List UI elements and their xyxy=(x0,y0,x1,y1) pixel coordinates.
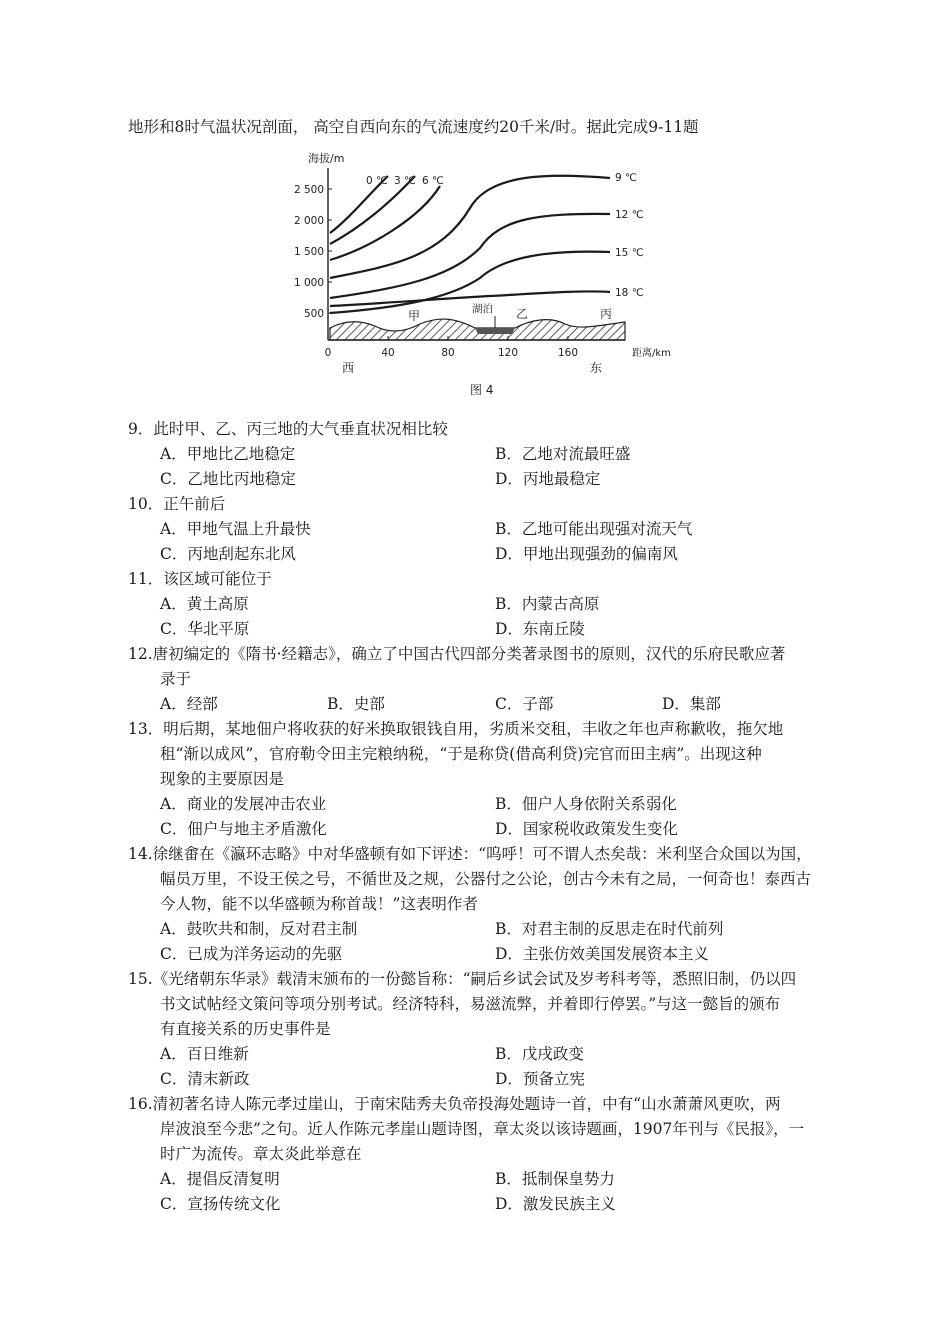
isotherm-label: 6 ℃ xyxy=(422,175,444,187)
x-tick: 40 xyxy=(381,347,395,359)
y-axis-label: 海拔/m xyxy=(308,152,345,165)
isotherm-label: 9 ℃ xyxy=(615,172,637,184)
q13-option-d[interactable]: D．国家税收政策发生变化 xyxy=(495,820,678,838)
question-12-stem-line-1: 12.唐初编定的《隋书·经籍志》，确立了中国古代四部分类著录图书的原则，汉代的乐府民歌应著 xyxy=(128,645,786,663)
question-10-stem: 10．正午前后 xyxy=(128,495,226,513)
question-14-stem-line-3: 今人物，能不以华盛顿为称首哉！”这表明作者 xyxy=(160,895,478,913)
q15-option-c[interactable]: C．清末新政 xyxy=(160,1070,250,1088)
question-12-stem-line-2: 录于 xyxy=(160,670,192,688)
q15-option-b[interactable]: B．戊戌政变 xyxy=(495,1045,584,1063)
q9-option-b[interactable]: B．乙地对流最旺盛 xyxy=(495,445,631,463)
q10-option-b[interactable]: B．乙地可能出现强对流天气 xyxy=(495,520,693,538)
place-bing: 丙 xyxy=(600,307,613,321)
isotherm-6c xyxy=(330,186,440,260)
place-yi: 乙 xyxy=(516,307,529,321)
q12-option-c[interactable]: C．子部 xyxy=(495,695,554,713)
q14-option-b[interactable]: B．对君主制的反思走在时代前列 xyxy=(495,920,724,938)
question-9-stem: 9．此时甲、乙、丙三地的大气垂直状况相比较 xyxy=(128,420,448,438)
q11-option-a[interactable]: A．黄土高原 xyxy=(160,595,249,613)
q15-option-d[interactable]: D．预备立宪 xyxy=(495,1070,585,1088)
intro-text: 地形和8时气温状况剖面， 高空自西向东的气流速度约20千米/时。据此完成9-11题 xyxy=(128,118,699,136)
q14-option-c[interactable]: C．已成为洋务运动的先驱 xyxy=(160,945,343,963)
q16-option-b[interactable]: B．抵制保皇势力 xyxy=(495,1170,615,1188)
y-tick: 1 500 xyxy=(293,246,324,258)
q13-option-c[interactable]: C．佃户与地主矛盾激化 xyxy=(160,820,327,838)
x-tick: 120 xyxy=(497,347,519,359)
q10-option-a[interactable]: A．甲地气温上升最快 xyxy=(160,520,311,538)
y-tick: 2 500 xyxy=(293,184,324,196)
y-tick: 1 000 xyxy=(293,277,324,289)
question-16-stem-line-3: 时广为流传。章太炎此举意在 xyxy=(160,1145,362,1163)
q16-option-a[interactable]: A．提倡反清复明 xyxy=(160,1170,280,1188)
q9-option-d[interactable]: D．丙地最稳定 xyxy=(495,470,601,488)
q11-option-b[interactable]: B．内蒙古高原 xyxy=(495,595,600,613)
isotherm-label: 15 ℃ xyxy=(615,247,644,259)
isotherm-label: 0 ℃ xyxy=(366,175,388,187)
isotherm-18c xyxy=(330,291,610,306)
question-13-stem-line-2: 租“渐以成风”，官府勒令田主完粮纳税，“于是称贷(借高利贷)完官而田主病”。出现这种 xyxy=(160,745,762,763)
q10-option-c[interactable]: C．丙地刮起东北风 xyxy=(160,545,296,563)
terrain-temperature-profile-figure xyxy=(290,148,680,398)
isotherm-label: 12 ℃ xyxy=(615,209,644,221)
x-tick: 80 xyxy=(441,347,455,359)
q16-option-c[interactable]: C．宣扬传统文化 xyxy=(160,1195,281,1213)
q11-option-d[interactable]: D．东南丘陵 xyxy=(495,620,585,638)
question-15-stem-line-1: 15.《光绪朝东华录》载清末颁布的一份懿旨称：“嗣后乡试会试及岁考科考等，悉照旧制，仍以四 xyxy=(128,970,797,988)
question-15-stem-line-2: 书文试帖经文策问等项分别考试。经济特科，易滋流弊，并着即行停罢。”与这一懿旨的颁布 xyxy=(160,995,781,1013)
question-16-stem-line-2: 岸波浪至今悲”之句。近人作陈元孝崖山题诗图，章太炎以该诗题画，1907年刊与《民报》，一 xyxy=(160,1120,805,1138)
q12-option-a[interactable]: A．经部 xyxy=(160,695,218,713)
question-13-stem-line-3: 现象的主要原因是 xyxy=(160,770,285,788)
q11-option-c[interactable]: C．华北平原 xyxy=(160,620,250,638)
q12-option-d[interactable]: D．集部 xyxy=(662,695,721,713)
question-11-stem: 11．该区域可能位于 xyxy=(128,570,272,588)
east-label: 东 xyxy=(590,361,603,375)
isotherm-label: 18 ℃ xyxy=(615,287,644,299)
isotherm-12c xyxy=(330,214,610,298)
place-lake: 湖泊 xyxy=(472,303,493,315)
question-14-stem-line-1: 14.徐继畬在《瀛环志略》中对华盛顿有如下评述：“呜呼！可不谓人杰矣哉：米利坚合众国以为国， xyxy=(128,845,812,863)
x-tick: 0 xyxy=(324,347,332,359)
x-axis-label: 距离/km xyxy=(632,348,671,359)
q9-option-c[interactable]: C．乙地比丙地稳定 xyxy=(160,470,296,488)
q16-option-d[interactable]: D．激发民族主义 xyxy=(495,1195,616,1213)
q9-option-a[interactable]: A．甲地比乙地稳定 xyxy=(160,445,296,463)
question-14-stem-line-2: 幅员万里，不设王侯之号，不循世及之规，公器付之公论，创古今未有之局，一何奇也！泰西古 xyxy=(160,870,812,888)
q10-option-d[interactable]: D．甲地出现强劲的偏南风 xyxy=(495,545,678,563)
isotherm-label: 3 ℃ xyxy=(394,175,416,187)
y-tick: 2 000 xyxy=(293,215,324,227)
q13-option-a[interactable]: A．商业的发展冲击农业 xyxy=(160,795,327,813)
place-jia: 甲 xyxy=(408,309,421,323)
y-tick: 500 xyxy=(303,308,324,320)
figure-caption: 图 4 xyxy=(470,383,494,397)
lake-shape xyxy=(475,328,515,334)
question-15-stem-line-3: 有直接关系的历史事件是 xyxy=(160,1020,331,1038)
west-label: 西 xyxy=(342,361,355,375)
x-tick: 160 xyxy=(557,347,579,359)
q13-option-b[interactable]: B．佃户人身依附关系弱化 xyxy=(495,795,677,813)
q14-option-d[interactable]: D．主张仿效美国发展资本主义 xyxy=(495,945,709,963)
q14-option-a[interactable]: A．鼓吹共和制，反对君主制 xyxy=(160,920,358,938)
question-13-stem-line-1: 13．明后期，某地佃户将收获的好米换取银钱自用，劣质米交租，丰收之年也声称歉收，拖欠地 xyxy=(128,720,784,738)
q15-option-a[interactable]: A．百日维新 xyxy=(160,1045,249,1063)
question-16-stem-line-1: 16.清初著名诗人陈元孝过崖山，于南宋陆秀夫负帝投海处题诗一首，中有“山水萧萧风更吹，两 xyxy=(128,1095,781,1113)
q12-option-b[interactable]: B．史部 xyxy=(327,695,385,713)
